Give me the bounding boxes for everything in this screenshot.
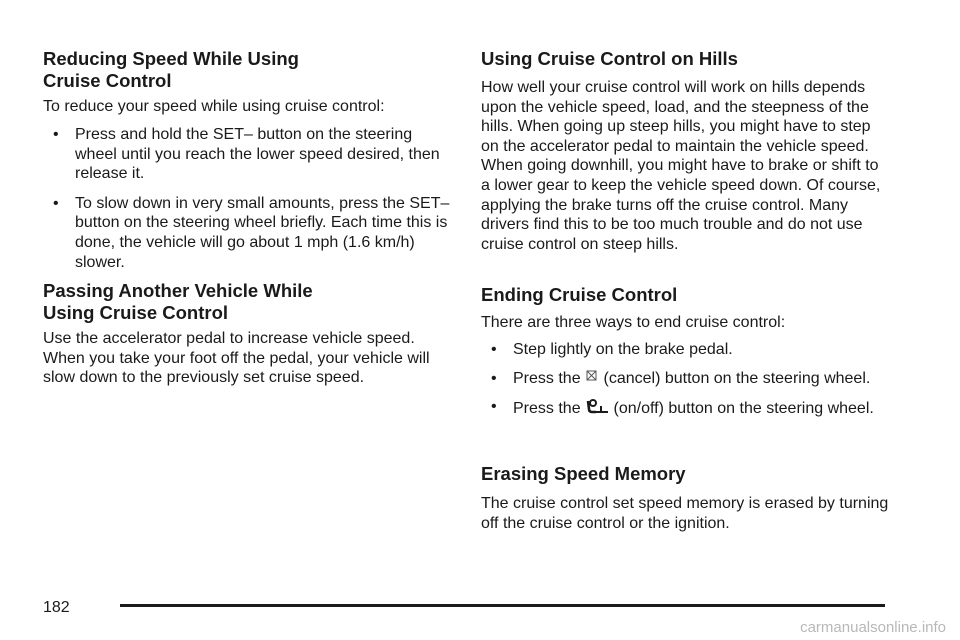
list-item	[43, 125, 453, 184]
heading-line: Reducing Speed While Using	[43, 48, 299, 69]
bullet-dot: •	[491, 369, 497, 387]
heading-line: Cruise Control	[43, 70, 172, 91]
section-intro: To reduce your speed while using cruise control:	[43, 98, 385, 115]
heading-line: Using Cruise Control	[43, 302, 229, 323]
bullet-dot: •	[491, 341, 497, 358]
bullet-dot: •	[491, 398, 497, 416]
section-heading-reducing-speed	[43, 48, 443, 92]
list-item	[481, 340, 891, 360]
list-item-text: Press the	[513, 369, 581, 387]
list-item-text: Press the	[513, 400, 581, 418]
watermark: carmanualsonline.info	[800, 619, 946, 636]
list-item-text: Step lightly on the brake pedal.	[513, 341, 733, 358]
heading-line: Passing Another Vehicle While	[43, 280, 313, 301]
section-heading-passing	[43, 280, 443, 324]
list-item	[481, 397, 891, 421]
page-number: 182	[43, 599, 70, 616]
section-body: How well your cruise control will work on hills depends upon the vehicle speed, load, and the steepness of the hills. When going up steep hills, you might have to step on the accelerator pedal to maintain the vehicle speed. When going downhill, you might have to brake or shift to a lower gear to keep the vehicle speed down. Of course, applying the brake turns off the cruise control. Many drivers find this to be too much trouble and do not use cruise control on steep hills.	[481, 79, 881, 253]
bullet-dot: •	[53, 194, 59, 212]
cruise-on-off-icon	[585, 397, 609, 421]
section-heading-ending: Ending Cruise Control	[481, 284, 678, 305]
list-item-text: Press and hold the SET– button on the steering wheel until you reach the lower speed desired, then release it.	[75, 126, 440, 183]
list-item	[481, 369, 891, 389]
section-heading-hills: Using Cruise Control on Hills	[481, 48, 738, 69]
section-heading-erasing: Erasing Speed Memory	[481, 463, 686, 484]
section-intro: There are three ways to end cruise control:	[481, 314, 786, 331]
section-body: Use the accelerator pedal to increase vehicle speed. When you take your foot off the pedal, your vehicle will slow down to the previously set cruise speed.	[43, 330, 430, 387]
list-item-text: (cancel) button on the steering wheel.	[603, 369, 871, 387]
bullet-dot: •	[53, 126, 59, 143]
bullet-list	[481, 340, 891, 421]
footer-rule	[120, 604, 885, 607]
bullet-list	[43, 125, 453, 272]
list-item-text: To slow down in very small amounts, press the SET– button on the steering wheel briefly. Each time this is done, the vehicle will go about 1 mph (1.6 km/h) slower.	[75, 194, 450, 271]
section-body: The cruise control set speed memory is erased by turning off the cruise control or the ignition.	[481, 495, 889, 532]
cancel-icon	[585, 369, 599, 389]
list-item	[43, 194, 453, 272]
list-item-text: (on/off) button on the steering wheel.	[613, 400, 874, 418]
